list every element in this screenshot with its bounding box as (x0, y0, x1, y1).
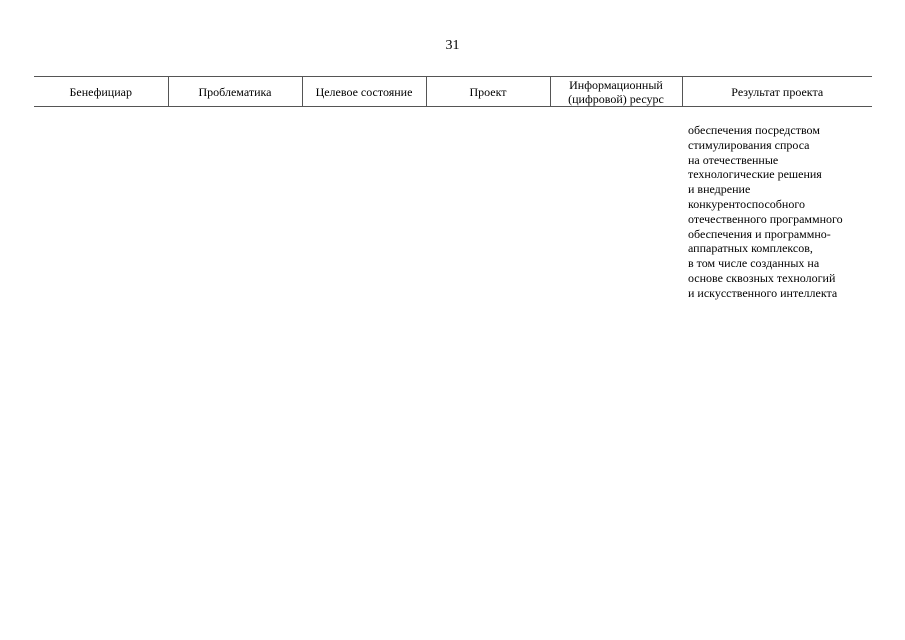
header-result: Результат проекта (682, 77, 872, 107)
table-row (34, 107, 872, 301)
result-line: в том числе созданных на (688, 256, 820, 271)
cell-problem (168, 107, 302, 301)
cell-target-state (302, 107, 426, 301)
table-header-row (34, 77, 872, 107)
header-beneficiary: Бенефициар (34, 77, 168, 107)
header-project: Проект (426, 77, 550, 107)
cell-resource (550, 107, 682, 301)
result-line: основе сквозных технологий (688, 270, 836, 285)
result-line: стимулирования спроса (688, 137, 810, 152)
header-target-state: Целевое состояние (302, 77, 426, 107)
cell-beneficiary (34, 107, 168, 301)
header-resource: Информационный (цифровой) ресурс (550, 77, 682, 107)
page-number: 31 (445, 38, 460, 53)
result-line: конкурентоспособного (688, 196, 805, 211)
cell-result (682, 107, 872, 301)
result-line: и внедрение (688, 182, 751, 197)
header-problem: Проблематика (168, 77, 302, 107)
result-line: отечественного программного (688, 211, 843, 226)
result-line: на отечественные (688, 152, 779, 167)
document-table (34, 76, 872, 301)
result-line: аппаратных комплексов, (688, 241, 813, 256)
result-line: обеспечения посредством (688, 123, 820, 137)
result-line: обеспечения и программно- (688, 226, 831, 241)
cell-project (426, 107, 550, 301)
result-line: технологические решения (688, 167, 822, 182)
result-line: и искусственного интеллекта (688, 285, 838, 300)
